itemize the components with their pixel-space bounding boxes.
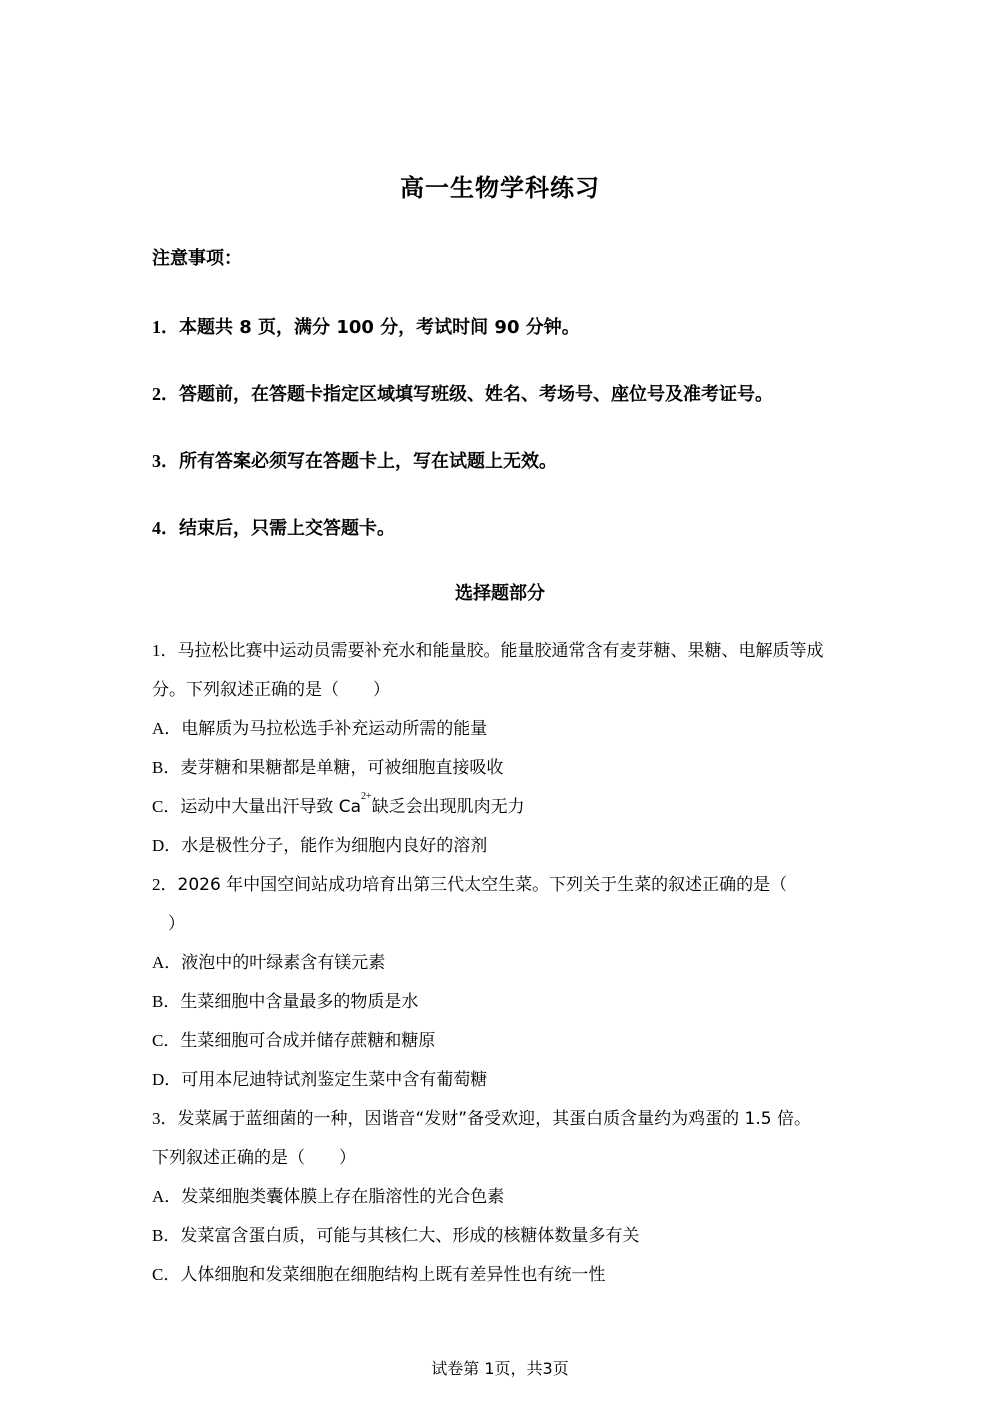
answer-option: [152, 1260, 605, 1285]
option-text: ．可用本尼迪特试剂鉴定生菜中含有葡萄糖: [164, 1070, 488, 1090]
page-footer: 试卷第 1页，共3页: [431, 1359, 569, 1378]
question-stem-line: 分。下列叙述正确的是（ ）: [152, 680, 390, 700]
note-item: [152, 313, 580, 339]
option-text: ．水是极性分子，能作为细胞内良好的溶剂: [164, 836, 488, 856]
answer-option: [152, 948, 385, 973]
option-text: ．运动中大量出汗导致 Ca: [163, 797, 362, 817]
option-text: ．人体细胞和发菜细胞在细胞结构上既有差异性也有统一性: [163, 1265, 606, 1285]
answer-option: [152, 792, 525, 817]
note-number: 2: [152, 384, 161, 404]
option-text: ．生菜细胞中含量最多的物质是水: [163, 992, 419, 1012]
question-stem-line: ）: [168, 914, 185, 934]
option-letter: D: [152, 1070, 165, 1089]
note-text: ．本题共 8 页，满分 100 分，考试时间 90 分钟。: [161, 317, 580, 338]
option-text: ．发菜细胞类囊体膜上存在脂溶性的光合色素: [164, 1187, 505, 1207]
question-number: 1: [152, 641, 161, 660]
note-text: ．结束后，只需上交答题卡。: [161, 518, 395, 539]
question-stem-line: ．发菜属于蓝细菌的一种，因谐音“发财”备受欢迎，其蛋白质含量约为鸡蛋的 1.5 倍。: [160, 1109, 811, 1129]
option-letter: B: [152, 1226, 164, 1245]
answer-option: [152, 1182, 504, 1207]
notes-heading: 注意事项：: [152, 248, 242, 269]
option-letter: A: [152, 719, 165, 738]
answer-option: [152, 1221, 639, 1246]
answer-option: [152, 753, 503, 778]
option-text: ．生菜细胞可合成并储存蔗糖和糖原: [163, 1031, 436, 1051]
note-item: [152, 447, 557, 473]
option-letter: C: [152, 1265, 164, 1284]
option-text: ．麦芽糖和果糖都是单糖，可被细胞直接吸收: [163, 758, 504, 778]
option-letter: C: [152, 1031, 164, 1050]
option-text: ．发菜富含蛋白质，可能与其核仁大、形成的核糖体数量多有关: [163, 1226, 640, 1246]
question-number: 3: [152, 1109, 161, 1128]
question-stem: [152, 1104, 811, 1129]
page-title: 高一生物学科练习: [400, 174, 600, 202]
answer-option: [152, 831, 487, 856]
option-letter: B: [152, 992, 164, 1011]
answer-option: [152, 1065, 487, 1090]
note-text: ．所有答案必须写在答题卡上，写在试题上无效。: [161, 451, 557, 472]
option-text: ．液泡中的叶绿素含有镁元素: [164, 953, 386, 973]
section-heading: 选择题部分: [455, 583, 545, 604]
note-item: [152, 514, 395, 540]
option-letter: A: [152, 953, 165, 972]
note-number: 3: [152, 451, 161, 471]
option-letter: B: [152, 758, 164, 777]
question-number: 2: [152, 875, 161, 894]
note-number: 4: [152, 518, 161, 538]
answer-option: [152, 987, 418, 1012]
question-stem-line: ．马拉松比赛中运动员需要补充水和能量胶。能量胶通常含有麦芽糖、果糖、电解质等成: [160, 641, 824, 661]
ion-charge-superscript: 2+: [361, 791, 372, 802]
question-stem: [152, 870, 787, 895]
note-number: 1: [152, 317, 161, 337]
option-text: ．电解质为马拉松选手补充运动所需的能量: [164, 719, 488, 739]
option-letter: C: [152, 797, 164, 816]
option-text: 缺乏会出现肌肉无力: [371, 797, 525, 817]
note-text: ．答题前，在答题卡指定区域填写班级、姓名、考场号、座位号及准考证号。: [161, 384, 773, 405]
question-stem-line: 下列叙述正确的是（ ）: [152, 1148, 356, 1168]
option-letter: D: [152, 836, 165, 855]
question-stem-line: ．2026 年中国空间站成功培育出第三代太空生菜。下列关于生菜的叙述正确的是（: [160, 875, 788, 895]
option-letter: A: [152, 1187, 165, 1206]
question-stem: [152, 636, 824, 661]
answer-option: [152, 1026, 435, 1051]
note-item: [152, 380, 773, 406]
answer-option: [152, 714, 487, 739]
